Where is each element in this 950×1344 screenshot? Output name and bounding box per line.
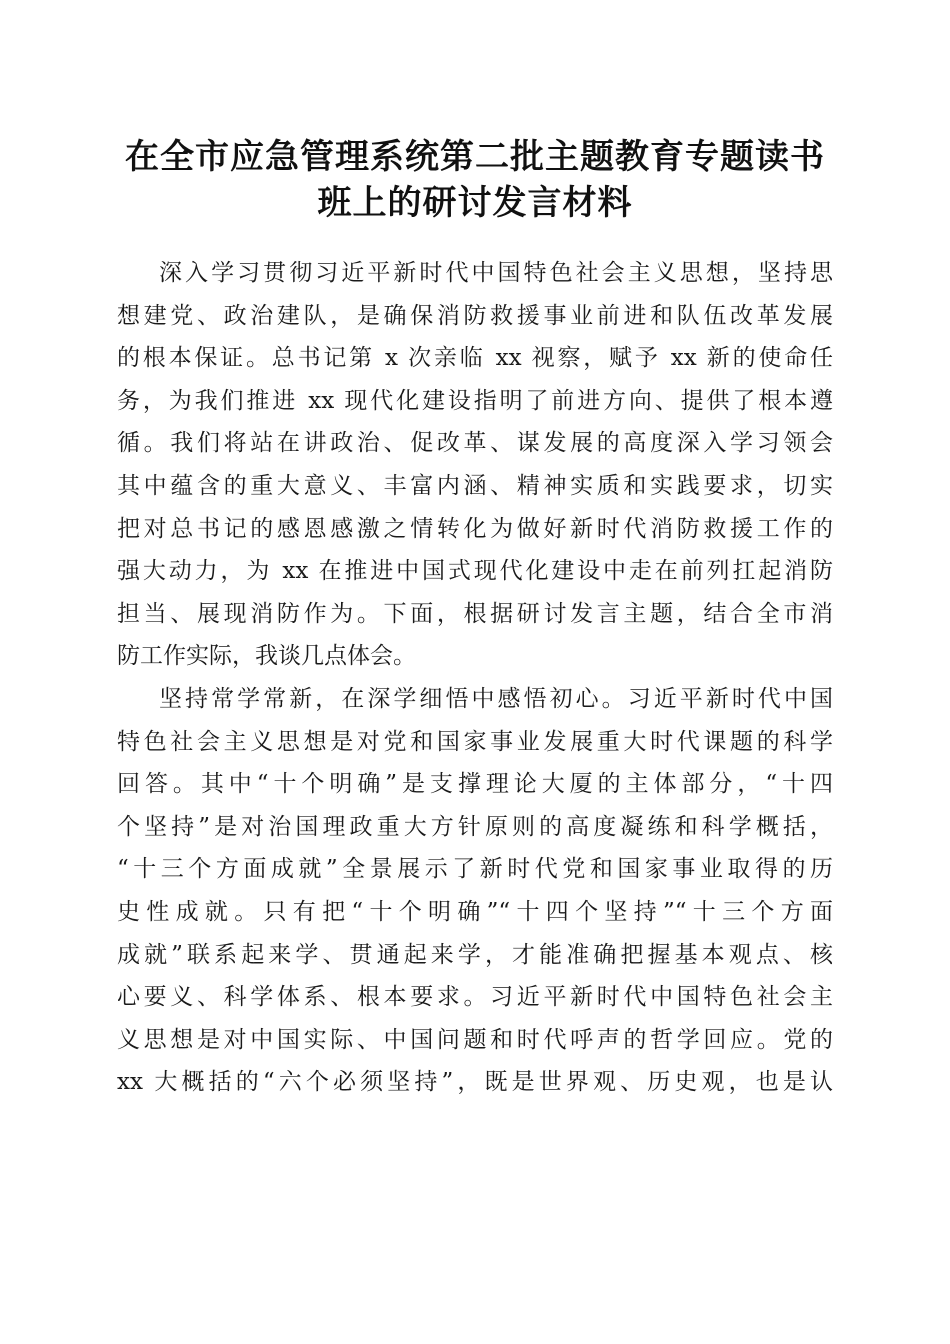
title-line: 班上的研讨发言材料 — [317, 183, 633, 223]
text-line: 把对总书记的感恩感激之情转化为做好新时代消防救援工作的 — [117, 515, 833, 542]
text-line: 的根本保证。总书记第 x 次亲临 xx 视察，赋予 xx 新的使命任 — [117, 345, 833, 372]
title-line: 在全市应急管理系统第二批主题教育专题读书 — [125, 137, 825, 177]
document-body — [117, 252, 833, 1104]
text-line: 防工作实际，我谈几点体会。 — [117, 643, 416, 670]
text-line: 务，为我们推进 xx 现代化建设指明了前进方向、提供了根本遵 — [117, 387, 833, 414]
text-line: 个坚持”是对治国理政重大方针原则的高度凝练和科学概括， — [117, 813, 833, 840]
text-line: 成就”联系起来学、贯通起来学，才能准确把握基本观点、核 — [117, 941, 833, 968]
text-line: 担当、展现消防作为。下面，根据研讨发言主题，结合全市消 — [117, 600, 833, 627]
text-line: 强大动力，为 xx 在推进中国式现代化建设中走在前列扛起消防 — [117, 558, 833, 585]
text-line: “十三个方面成就”全景展示了新时代党和国家事业取得的历 — [117, 856, 833, 883]
paragraph-intro — [117, 252, 833, 678]
text-line: 特色社会主义思想是对党和国家事业发展重大时代课题的科学 — [117, 728, 833, 755]
text-line: 回答。其中“十个明确”是支撑理论大厦的主体部分，“十四 — [117, 771, 833, 798]
document-title — [100, 134, 850, 226]
text-line: 义思想是对中国实际、中国问题和时代呼声的哲学回应。党的 — [117, 1026, 833, 1053]
text-line: 坚持常学常新，在深学细悟中感悟初心。习近平新时代中国 — [159, 685, 833, 712]
text-line: 深入学习贯彻习近平新时代中国特色社会主义思想，坚持思 — [159, 260, 833, 286]
text-line: 史性成就。只有把“十个明确”“十四个坚持”“十三个方面 — [117, 898, 833, 925]
paragraph-study — [117, 678, 833, 1104]
text-line: 心要义、科学体系、根本要求。习近平新时代中国特色社会主 — [117, 984, 833, 1011]
text-line: xx 大概括的“六个必须坚持”，既是世界观、历史观，也是认 — [117, 1069, 833, 1096]
text-line: 循。我们将站在讲政治、促改革、谋发展的高度深入学习领会 — [117, 430, 833, 457]
text-line: 想建党、政治建队，是确保消防救援事业前进和队伍改革发展 — [117, 302, 833, 329]
text-line: 其中蕴含的重大意义、丰富内涵、精神实质和实践要求，切实 — [117, 472, 833, 499]
